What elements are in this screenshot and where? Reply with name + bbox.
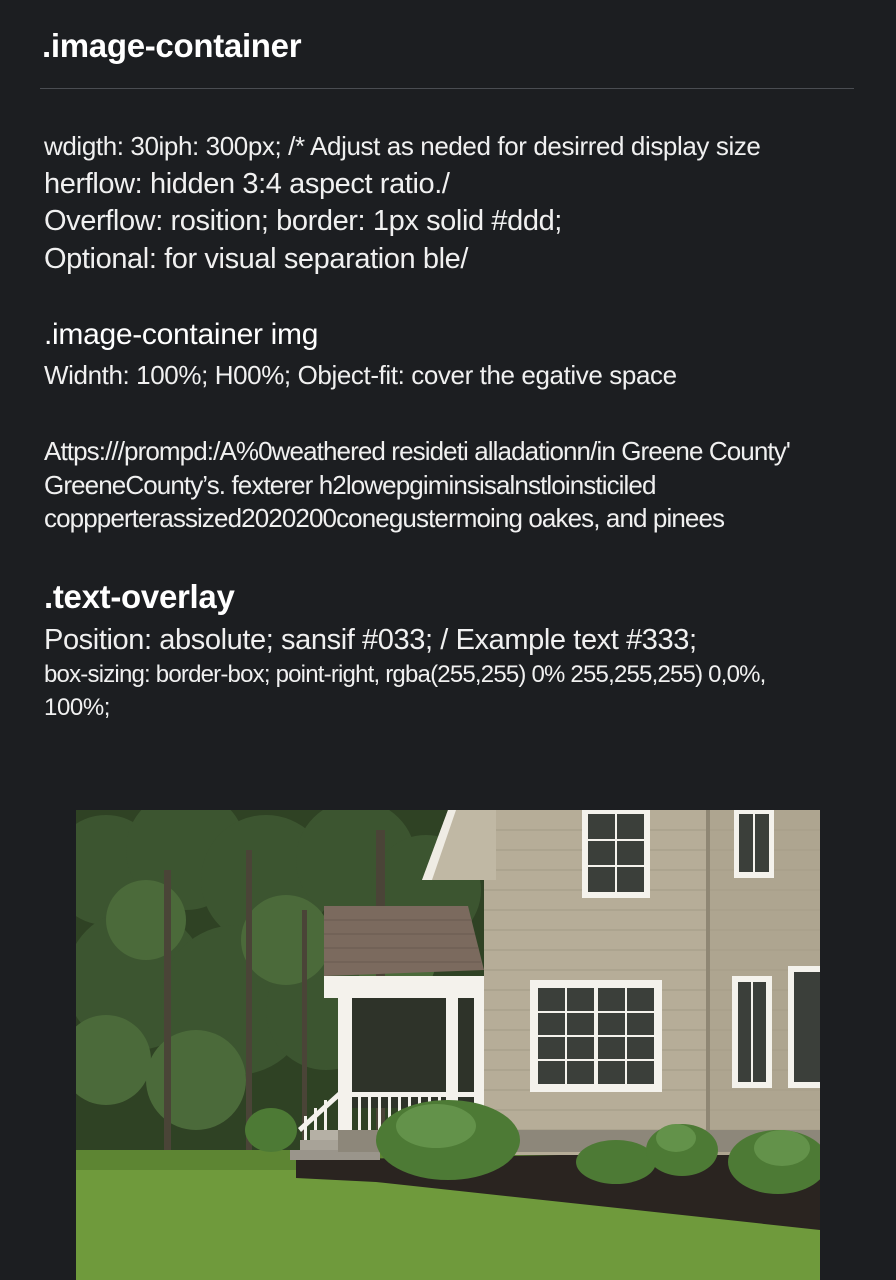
section-heading-image-container-img: .image-container img xyxy=(44,318,319,351)
code-line: Position: absolute; sansif #033; / Example text #333; xyxy=(44,624,697,656)
code-line: Optional: for visual separation ble/ xyxy=(44,243,469,275)
prompt-line: GreeneCounty’s. fexterer h2lowepgiminsisalnstloinsticiled xyxy=(44,470,656,500)
section-heading-image-container: .image-container xyxy=(42,27,302,64)
code-line: herflow: hidden 3:4 aspect ratio./ xyxy=(44,168,450,200)
code-line: wdigth: 30iph: 300px; /* Adjust as neded for desirred display size xyxy=(44,131,761,161)
house-exterior-photo xyxy=(76,810,820,1280)
code-line: Overflow: rosition; border: 1px solid #ddd; xyxy=(44,205,562,237)
prompt-line: Attps:///prompd:/A%0weathered resideti alladationn/in Greene County' xyxy=(44,436,790,466)
section-heading-text-overlay: .text-overlay xyxy=(44,578,235,615)
code-line: box-sizing: border-box; point-right, rgba(255,255) 0% 255,255,255) 0,0%, xyxy=(44,661,766,688)
code-line: 100%; xyxy=(44,694,111,721)
prompt-line: coppperterassized2020200conegustermoing oakes, and pinees xyxy=(44,503,725,533)
divider xyxy=(40,88,854,89)
code-line: Widnth: 100%; H00%; Object-fit: cover the egative space xyxy=(44,360,677,390)
